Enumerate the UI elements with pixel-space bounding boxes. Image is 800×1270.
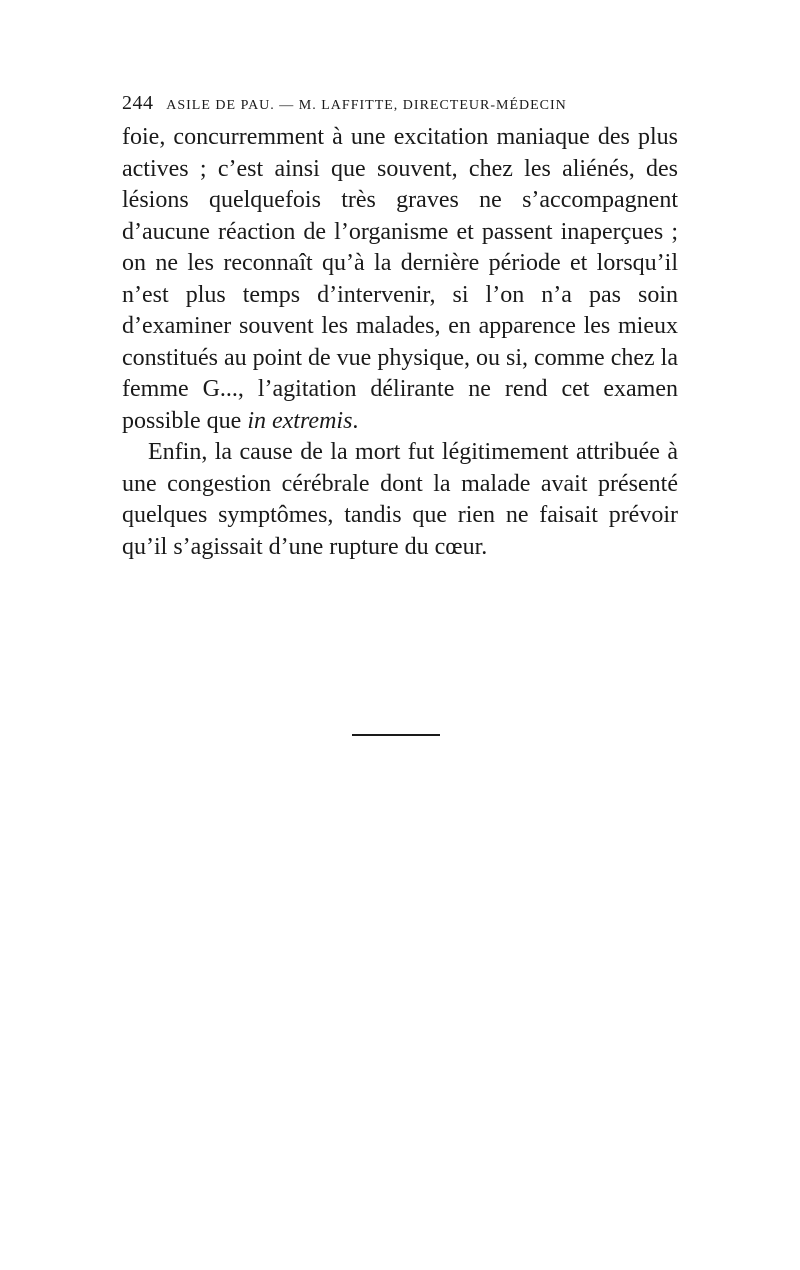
page-number: 244: [122, 92, 154, 114]
body-text: [122, 122, 678, 563]
paragraph-continuation: [122, 122, 678, 437]
paragraph-1-end: .: [352, 407, 359, 434]
italic-phrase: in extremis: [247, 407, 353, 434]
section-end-rule: [352, 734, 440, 736]
running-head: [122, 92, 678, 115]
paragraph-1-text: foie, concurremment à une excitation maniaque des plus actives ; c’est ainsi que souvent, chez les aliénés, des lésions quelquefois très graves ne s’accompagnent d’aucune réaction de l’organisme et passent inaperçues ; on ne les reconnaît qu’à la dernière période et lorsqu’il n’est plus temps d’intervenir, si l’on n’a pas soin d’examiner souvent les malades, en apparence les mieux constitués au point de vue physique, ou si, comme chez la femme G..., l’agitation délirante ne rend cet examen possible que: [122, 124, 678, 434]
paragraph-2: Enfin, la cause de la mort fut légitimement attribuée à une congestion cérébrale dont la malade avait présenté quelques symptômes, tandis que rien ne faisait prévoir qu’il s’agissait d’une rupture du cœur.: [122, 439, 678, 560]
running-head-title: ASILE DE PAU. — M. LAFFITTE, DIRECTEUR-MÉDECIN: [166, 98, 567, 113]
